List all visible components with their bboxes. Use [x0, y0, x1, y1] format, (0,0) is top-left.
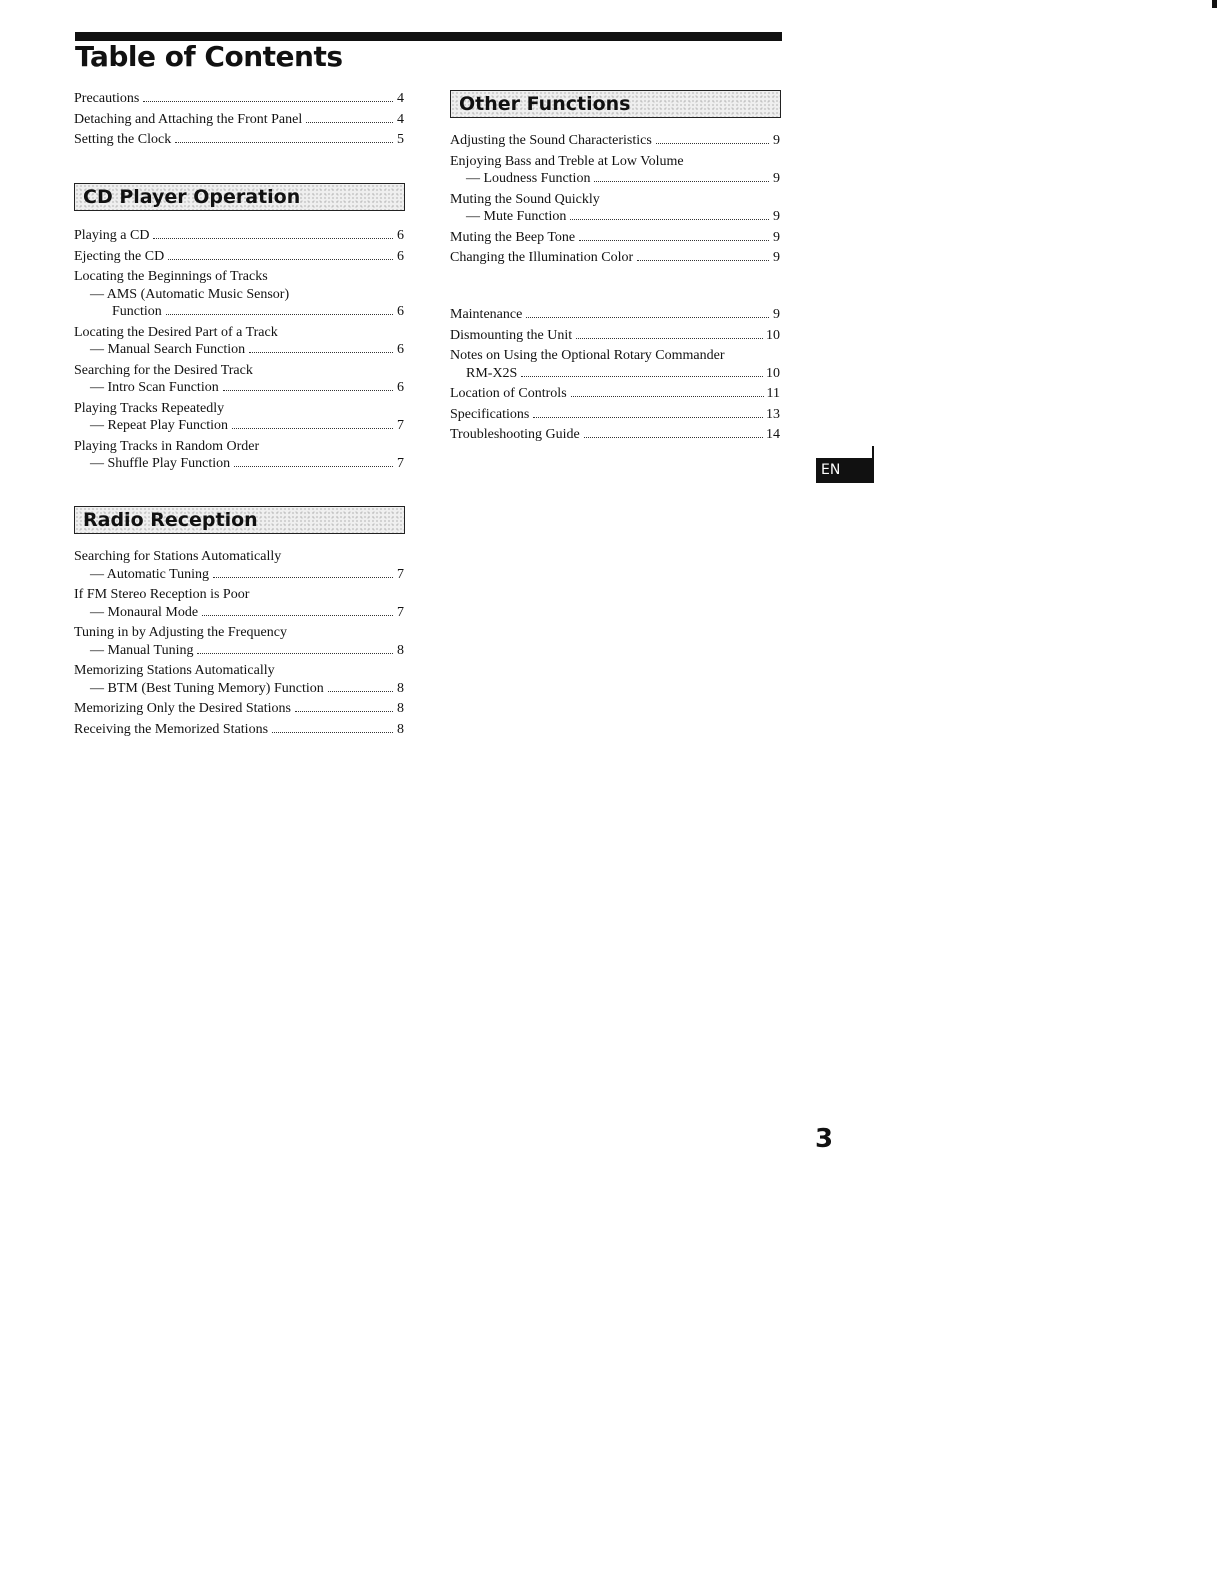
toc-entry-text: — Repeat Play Function — [90, 418, 229, 433]
toc-entry-heading: If FM Stereo Reception is Poor — [74, 587, 250, 602]
toc-page-number: 10 — [766, 327, 780, 343]
toc-row — [450, 249, 780, 267]
toc-entry-text: Changing the Illumination Color — [450, 250, 634, 265]
toc-page-number: 9 — [773, 133, 780, 148]
toc-entry — [74, 662, 404, 697]
toc-entry — [450, 385, 780, 403]
dot-leader — [656, 143, 769, 144]
dot-leader — [272, 732, 393, 733]
page-number: 3 — [815, 1124, 834, 1154]
toc-row — [450, 426, 780, 444]
toc-entry — [450, 229, 780, 247]
section-title: Radio Reception — [83, 509, 258, 531]
toc-page-number: 8 — [397, 721, 404, 737]
toc-row — [74, 455, 404, 473]
toc-entry — [450, 406, 780, 424]
toc-entry-heading: Notes on Using the Optional Rotary Commander — [450, 348, 725, 363]
dot-leader — [594, 181, 769, 182]
toc-page-number: 9 — [773, 229, 780, 245]
toc-entry-text: Function — [112, 304, 162, 319]
toc-row — [74, 417, 404, 435]
section-header-cd-player — [74, 183, 405, 211]
toc-row — [74, 286, 404, 304]
toc-intro-list — [74, 90, 404, 152]
toc-entry — [450, 132, 780, 150]
toc-entry — [74, 90, 404, 108]
toc-row — [450, 365, 780, 383]
dot-leader — [576, 338, 763, 339]
toc-entry-text: — Automatic Tuning — [90, 566, 210, 582]
toc-page-number: 4 — [397, 111, 404, 127]
toc-entry-text: — Shuffle Play Function — [90, 456, 231, 471]
toc-entry — [74, 700, 404, 718]
toc-entry — [74, 400, 404, 435]
toc-entry-heading: Searching for the Desired Track — [74, 362, 253, 378]
toc-row — [450, 229, 780, 247]
dot-leader — [571, 396, 764, 397]
toc-entry-text: Location of Controls — [450, 386, 567, 401]
section-title: Other Functions — [459, 93, 631, 115]
toc-entry — [450, 153, 780, 188]
dot-leader — [526, 317, 769, 318]
dot-leader — [166, 314, 393, 315]
toc-page-number: 5 — [397, 132, 404, 147]
dot-leader — [202, 615, 393, 616]
toc-cd-player-list — [74, 227, 404, 476]
toc-entry — [450, 347, 780, 382]
toc-page-number: 9 — [773, 250, 780, 265]
toc-row — [450, 132, 780, 150]
section-title: CD Player Operation — [83, 186, 301, 208]
toc-entry-text: — Mute Function — [466, 209, 567, 224]
toc-row — [450, 208, 780, 226]
dot-leader — [328, 691, 393, 692]
toc-page-number: 8 — [397, 680, 404, 696]
toc-entry — [450, 249, 780, 267]
toc-page-number: 6 — [397, 342, 404, 357]
toc-entry-text: — BTM (Best Tuning Memory) Function — [90, 680, 324, 696]
toc-entry-text: Playing a CD — [74, 228, 150, 243]
dot-leader — [213, 577, 393, 578]
toc-entry-text: Muting the Beep Tone — [450, 229, 576, 245]
toc-entry-text: RM-X2S — [466, 365, 518, 381]
toc-page-number: 8 — [397, 642, 404, 658]
toc-entry-text: Setting the Clock — [74, 132, 172, 147]
toc-page-number: 10 — [766, 365, 780, 381]
toc-entry-text: — Manual Tuning — [90, 642, 194, 658]
toc-entry-heading: Playing Tracks Repeatedly — [74, 400, 225, 416]
toc-entry — [450, 426, 780, 444]
toc-entry — [74, 131, 404, 149]
toc-entry — [74, 227, 404, 245]
toc-entry-text: Adjusting the Sound Characteristics — [450, 133, 652, 148]
toc-row — [74, 227, 404, 245]
toc-entry-text: Receiving the Memorized Stations — [74, 721, 269, 737]
toc-entry-text: — Intro Scan Function — [90, 380, 219, 395]
toc-page-number: 14 — [766, 427, 780, 442]
toc-row — [74, 604, 404, 622]
toc-entry-text: — Monaural Mode — [90, 604, 199, 620]
toc-row — [450, 306, 780, 324]
toc-row — [450, 170, 780, 188]
dot-leader — [197, 653, 393, 654]
toc-page-number: 9 — [773, 171, 780, 186]
dot-leader — [584, 437, 763, 438]
dot-leader — [295, 711, 393, 712]
dot-leader — [521, 376, 763, 377]
toc-entry-heading: Locating the Desired Part of a Track — [74, 324, 278, 340]
dot-leader — [306, 122, 393, 123]
section-header-other-functions — [450, 90, 781, 118]
toc-page-number: 6 — [397, 248, 404, 264]
toc-entry-text: Ejecting the CD — [74, 248, 165, 264]
toc-entry-heading: Muting the Sound Quickly — [450, 191, 600, 207]
toc-row — [74, 680, 404, 698]
dot-leader — [579, 240, 769, 241]
toc-row — [74, 379, 404, 397]
toc-page-number: 6 — [397, 380, 404, 395]
dot-leader — [234, 466, 393, 467]
toc-entry-heading: Locating the Beginnings of Tracks — [74, 269, 268, 284]
toc-entry-text: Dismounting the Unit — [450, 327, 573, 343]
toc-row — [450, 406, 780, 424]
language-tab: EN — [816, 458, 872, 483]
toc-row — [74, 111, 404, 129]
dot-leader — [175, 142, 393, 143]
dot-leader — [637, 260, 769, 261]
page-title: Table of Contents — [75, 40, 343, 73]
dot-leader — [153, 238, 393, 239]
toc-page-number: 11 — [766, 386, 780, 401]
toc-page-number: 6 — [397, 228, 404, 243]
toc-entry-heading: Enjoying Bass and Treble at Low Volume — [450, 153, 684, 169]
toc-row — [74, 90, 404, 108]
toc-entry-text: Detaching and Attaching the Front Panel — [74, 111, 303, 127]
dot-leader — [570, 219, 769, 220]
toc-page-number: 9 — [773, 209, 780, 224]
toc-row — [74, 341, 404, 359]
toc-row — [74, 721, 404, 739]
toc-page-number: 7 — [397, 456, 404, 471]
toc-page-number: 4 — [397, 91, 404, 106]
toc-entry-text: — AMS (Automatic Music Sensor) — [90, 286, 290, 302]
toc-row — [74, 642, 404, 660]
toc-page-number: 7 — [397, 604, 404, 620]
toc-radio-list — [74, 548, 404, 741]
toc-row — [450, 385, 780, 403]
toc-entry-text: Memorizing Only the Desired Stations — [74, 701, 291, 716]
dot-leader — [143, 101, 393, 102]
toc-entry-text: Maintenance — [450, 307, 523, 322]
toc-entry — [450, 327, 780, 345]
toc-page-number: 7 — [397, 418, 404, 433]
toc-entry — [74, 586, 404, 621]
toc-entry-text: — Loudness Function — [466, 171, 591, 186]
toc-row — [74, 248, 404, 266]
toc-entry-text: Specifications — [450, 406, 530, 422]
toc-row — [450, 327, 780, 345]
toc-entry — [74, 111, 404, 129]
toc-entry — [74, 248, 404, 266]
toc-entry-heading: Playing Tracks in Random Order — [74, 438, 260, 454]
toc-entry — [450, 191, 780, 226]
toc-entry — [74, 721, 404, 739]
toc-entry — [74, 548, 404, 583]
corner-mark — [1212, 0, 1217, 8]
dot-leader — [223, 390, 393, 391]
toc-entry-heading: Tuning in by Adjusting the Frequency — [74, 625, 287, 640]
dot-leader — [232, 428, 393, 429]
toc-entry-text: — Manual Search Function — [90, 342, 246, 357]
dot-leader — [168, 259, 393, 260]
toc-entry — [450, 306, 780, 324]
dot-leader — [249, 352, 393, 353]
toc-other-functions-list — [450, 132, 780, 270]
toc-row — [74, 131, 404, 149]
toc-page-number: 9 — [773, 307, 780, 322]
toc-page-number: 8 — [397, 701, 404, 716]
toc-page-number: 6 — [397, 304, 404, 319]
toc-entry — [74, 324, 404, 359]
toc-row — [74, 566, 404, 584]
toc-entry — [74, 362, 404, 397]
toc-additional-list — [450, 306, 780, 447]
toc-page-number: 7 — [397, 566, 404, 582]
toc-entry-heading: Memorizing Stations Automatically — [74, 663, 275, 678]
toc-entry — [74, 438, 404, 473]
dot-leader — [533, 417, 763, 418]
section-header-radio — [74, 506, 405, 534]
toc-entry-text: Troubleshooting Guide — [450, 427, 580, 442]
toc-entry-text: Precautions — [74, 91, 140, 106]
toc-entry-heading: Searching for Stations Automatically — [74, 549, 282, 564]
toc-page-number: 13 — [766, 406, 780, 422]
toc-entry — [74, 268, 404, 321]
toc-entry — [74, 624, 404, 659]
toc-row — [74, 700, 404, 718]
toc-row — [74, 303, 404, 321]
